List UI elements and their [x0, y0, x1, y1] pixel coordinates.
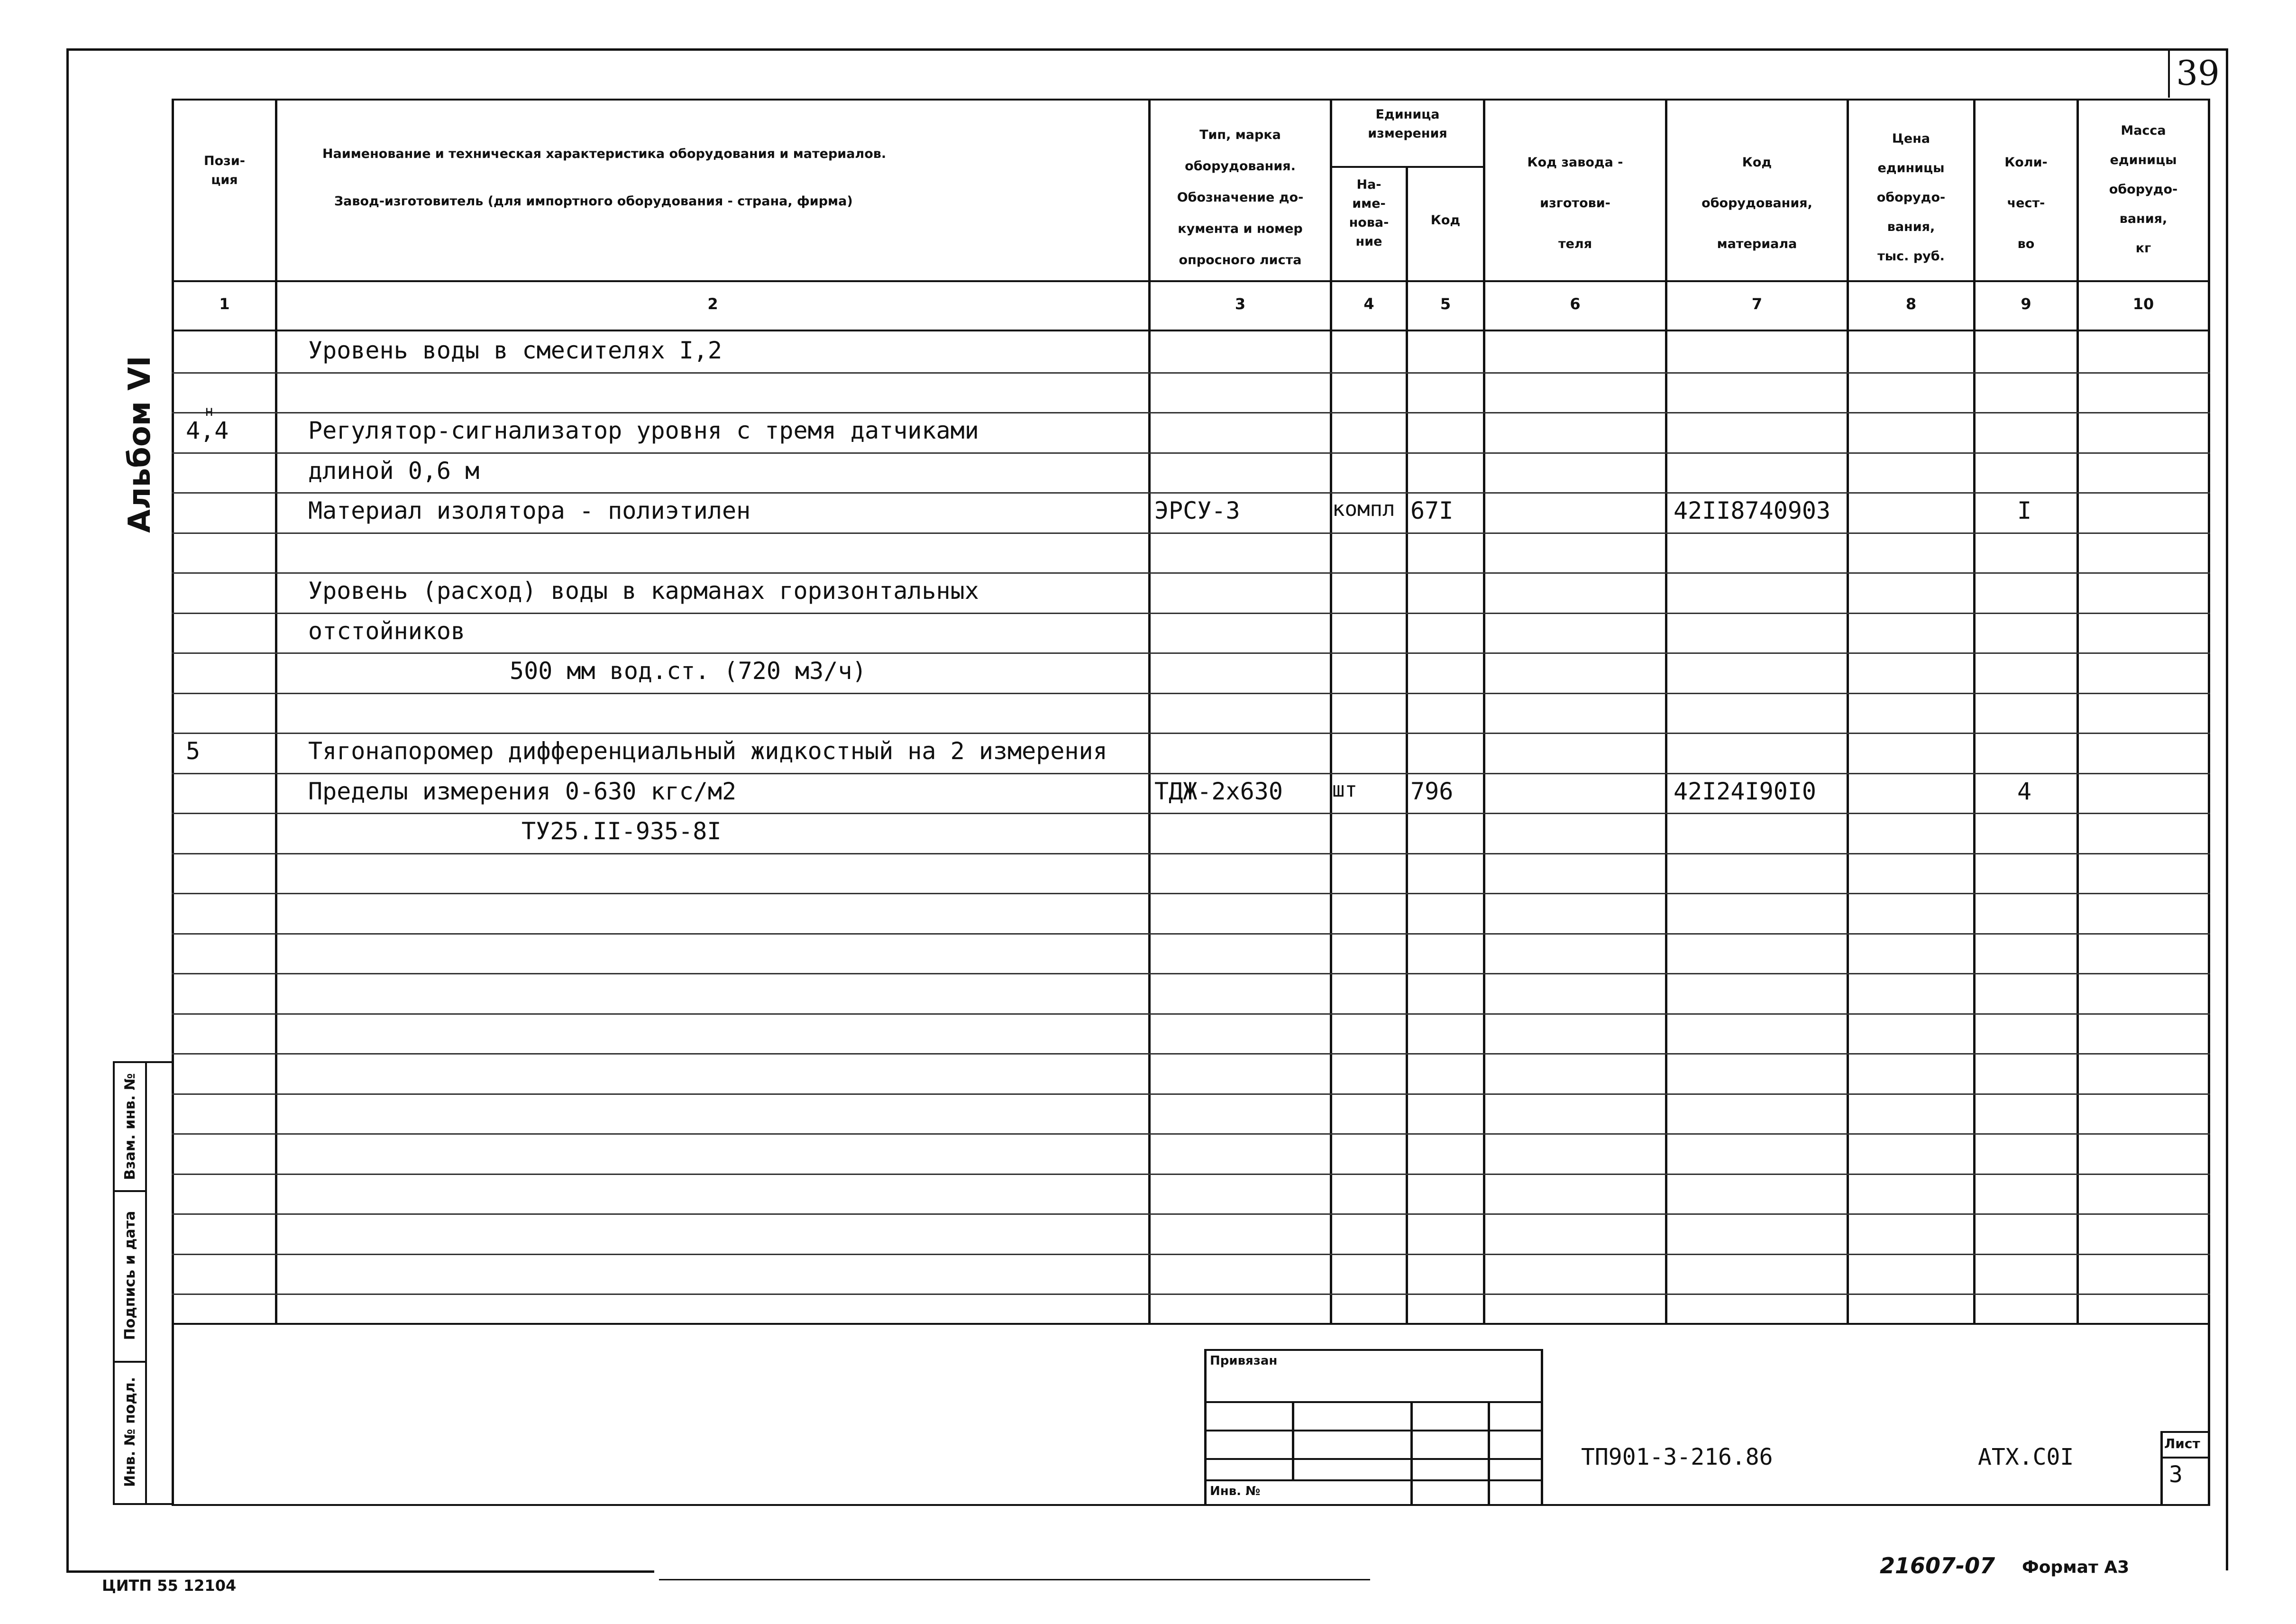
sheet-number-box-left: [2168, 48, 2170, 98]
colnum-5: 5: [1440, 295, 1451, 313]
margin-podpis-label: Подпись и дата: [122, 1211, 138, 1340]
row-line: [172, 613, 2210, 614]
list-label: Лист: [2164, 1436, 2200, 1451]
colnum-8: 8: [1905, 295, 1917, 313]
album-label: Альбом VI: [122, 356, 157, 533]
colnum-9: 9: [2021, 295, 2031, 313]
row-line: [172, 973, 2210, 974]
stamp-privyazan: Привязан: [1210, 1354, 1278, 1368]
cell-unit-code: 796: [1410, 778, 1454, 805]
header-mass: Масса единицы оборудо- вания, кг: [2109, 123, 2178, 256]
header-unit-group: Единица измерения: [1368, 107, 1447, 141]
header-price: Цена единицы оборудо- вания, тыс. руб.: [1876, 131, 1946, 264]
cell-unit-code: 67I: [1410, 497, 1454, 524]
stamp-row2: [1204, 1430, 1543, 1431]
outer-frame-left: [66, 48, 69, 1570]
stamp-top: [1204, 1349, 1543, 1351]
colnum-1: 1: [219, 295, 230, 313]
header-name-line2: Завод-изготовитель (для импортного оборудования - страна, фирма): [334, 194, 853, 209]
row-line: [172, 693, 2210, 694]
row-line: [172, 572, 2210, 574]
row-line: [172, 733, 2210, 734]
margin-vzam-label: Взам. инв. №: [122, 1073, 138, 1180]
col-line-3: [1330, 99, 1332, 1325]
footer-order-no: 21607-07: [1880, 1553, 1995, 1578]
cell-name: Уровень (расход) воды в карманах горизонтальных: [308, 577, 979, 605]
cell-equipment-code: 42II8740903: [1674, 497, 1831, 524]
colnum-10: 10: [2132, 295, 2154, 313]
row-line: [172, 813, 2210, 814]
row-line: [172, 1174, 2210, 1175]
footer-line-mid: [659, 1579, 1370, 1580]
position-superscript: н: [205, 403, 214, 420]
header-unit-code: Код: [1430, 213, 1461, 228]
row-line: [172, 1133, 2210, 1135]
cell-quantity: I: [2017, 497, 2032, 524]
cell-unit: компл: [1332, 497, 1395, 521]
stamp-row1: [1204, 1401, 1543, 1403]
outer-frame-right: [2226, 48, 2228, 1570]
col-line-9: [2076, 99, 2079, 1325]
cell-name: Уровень воды в смесителях I,2: [308, 337, 722, 364]
cell-name: Пределы измерения 0-630 кгс/м2: [308, 778, 737, 805]
row-line: [172, 492, 2210, 494]
col-line-4: [1406, 166, 1408, 1325]
stamp-atx: АТХ.С0I: [1978, 1444, 2074, 1470]
list-box-left: [2160, 1431, 2163, 1505]
margin-box-mid: [145, 1061, 147, 1505]
stamp-v3: [1488, 1401, 1490, 1505]
cell-quantity: 4: [2017, 778, 2032, 805]
row-line: [172, 412, 2210, 413]
header-unit-name: На- име- нова- ние: [1349, 177, 1389, 249]
colnum-4: 4: [1363, 295, 1374, 313]
cell-name: 500 мм вод.ст. (720 м3/ч): [510, 657, 867, 685]
header-equipment-code: Код оборудования, материала: [1701, 155, 1812, 251]
margin-box-left: [113, 1061, 115, 1505]
table-top-line: [172, 99, 2210, 101]
cell-name: отстойников: [308, 617, 466, 645]
cell-name: длиной 0,6 м: [308, 457, 480, 485]
row-line: [172, 1053, 2210, 1055]
colnum-7: 7: [1751, 295, 1763, 313]
margin-box-bottom: [113, 1503, 172, 1505]
col-line-5: [1483, 99, 1485, 1325]
row-line: [172, 1213, 2210, 1215]
footer-cmtp: ЦИТП 55 12104: [102, 1577, 237, 1595]
cell-name: ТУ25.II-935-8I: [521, 817, 722, 845]
col-line-8: [1973, 99, 1976, 1325]
cell-name: Тягонапоромер дифференциальный жидкостный на 2 измерения: [308, 737, 1107, 765]
footer-format: Формат А3: [2022, 1558, 2130, 1577]
cell-equipment-code: 42I24I90I0: [1674, 778, 1817, 805]
row-line: [172, 1294, 2210, 1295]
colnum-2: 2: [707, 295, 718, 313]
stamp-left: [1204, 1349, 1207, 1505]
row-line: [172, 893, 2210, 894]
stamp-doc-code: ТП901-3-216.86: [1581, 1444, 1773, 1470]
header-quantity: Коли- чест- во: [2004, 155, 2048, 251]
header-position: Пози- ция: [204, 154, 245, 187]
stamp-v2: [1410, 1401, 1413, 1505]
col-line-1: [275, 99, 277, 1325]
header-type: Тип, марка оборудования. Обозначение до- кумента и номер опросного листа: [1177, 128, 1304, 267]
col-line-2: [1148, 99, 1151, 1325]
cell-name: Регулятор-сигнализатор уровня с тремя датчиками: [308, 417, 979, 444]
margin-inv-label: Инв. № подл.: [122, 1376, 138, 1487]
row-line: [172, 933, 2210, 935]
col-line-6: [1665, 99, 1667, 1325]
stamp-v1: [1292, 1401, 1294, 1479]
col-line-7: [1847, 99, 1849, 1325]
row-line: [172, 1254, 2210, 1255]
cell-name: Материал изолятора - полиэтилен: [308, 497, 751, 524]
cell-type: ЭРСУ-3: [1154, 497, 1240, 524]
row-line: [172, 652, 2210, 654]
list-box-top: [2160, 1431, 2209, 1433]
colnum-3: 3: [1235, 295, 1246, 313]
colnum-6: 6: [1570, 295, 1581, 313]
header-factory-code: Код завода - изготови- теля: [1527, 155, 1623, 251]
cell-position: 5: [186, 737, 201, 765]
row-line: [172, 773, 2210, 774]
frame-bottom-line: [172, 1504, 2210, 1506]
table-bottom-line: [172, 1323, 2210, 1325]
header-name-line1: Наименование и техническая характеристика оборудования и материалов.: [322, 147, 887, 161]
outer-frame-top: [66, 48, 2226, 51]
cell-position: 4,4: [186, 417, 229, 444]
header-bottom-line: [172, 280, 2210, 282]
stamp-right: [1541, 1349, 1543, 1505]
row-line: [172, 853, 2210, 854]
row-line: [172, 532, 2210, 534]
cell-unit: шт: [1332, 778, 1357, 802]
row-line: [172, 1093, 2210, 1095]
cell-type: ТДЖ-2х630: [1154, 778, 1283, 805]
list-box-split: [2160, 1457, 2209, 1459]
row-line: [172, 1013, 2210, 1015]
stamp-row3: [1204, 1458, 1543, 1460]
footer-line-left: [66, 1570, 654, 1573]
row-line: [172, 452, 2210, 454]
sheet-number: 39: [2176, 53, 2220, 93]
row-line: [172, 372, 2210, 374]
colnum-bottom-line: [172, 330, 2210, 331]
stamp-inv-no: Инв. №: [1210, 1484, 1261, 1498]
stamp-row4: [1204, 1479, 1543, 1481]
list-number: 3: [2169, 1461, 2183, 1488]
